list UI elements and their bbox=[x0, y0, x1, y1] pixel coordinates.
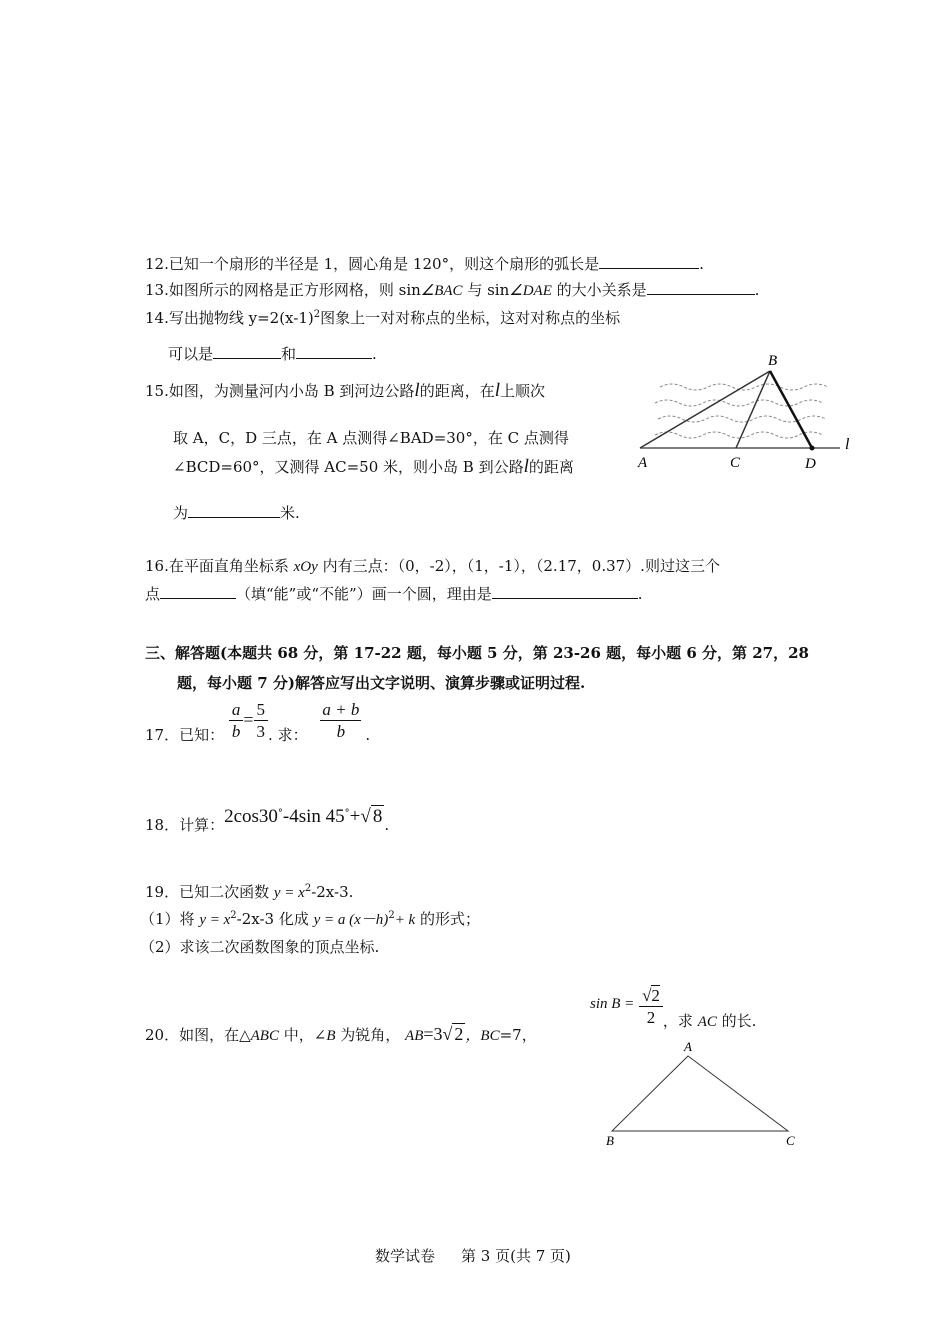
triangle-abc bbox=[612, 1056, 788, 1131]
q15-line1a: 15.如图，为测量河内小岛 B 到河边公路 bbox=[145, 382, 415, 400]
q19-line2d: y = a (x－h) bbox=[313, 912, 389, 928]
q20-end: 的长. bbox=[716, 1011, 757, 1030]
q17-mid: . 求： bbox=[268, 725, 308, 744]
q20-frac-den: 2 bbox=[646, 1008, 656, 1027]
footer-subject: 数学试卷 bbox=[375, 1247, 436, 1265]
q20-rad1: 2 bbox=[454, 1024, 464, 1044]
q19-line2b: y = x bbox=[199, 912, 231, 928]
q20-abc: ABC bbox=[250, 1028, 279, 1044]
q20-tail: ，求 bbox=[662, 1011, 693, 1030]
q15-l-3: l bbox=[523, 456, 529, 477]
q13-angle-bac: ∠BAC bbox=[420, 283, 463, 299]
q15-line4a: 为 bbox=[173, 504, 189, 522]
q17-f2-num: 5 bbox=[254, 700, 269, 721]
section3-line2: 题，每小题 7 分)解答应写出文字说明、演算步骤或证明过程. bbox=[177, 674, 586, 692]
question-12 bbox=[145, 253, 704, 274]
question-14-line1 bbox=[145, 307, 620, 328]
section-3-header-line2 bbox=[177, 672, 585, 693]
q19-line2f: 的形式； bbox=[420, 910, 481, 928]
question-17 bbox=[145, 700, 370, 743]
q20-b: B bbox=[326, 1028, 336, 1044]
label-a: A bbox=[638, 455, 648, 471]
q20-frac-sqrt2-2 bbox=[639, 986, 663, 1029]
q18-expr-b: -4sin 45 bbox=[282, 806, 345, 827]
q19-line1c: -2x-3. bbox=[311, 883, 354, 901]
q18-end: . bbox=[384, 816, 390, 834]
q18-expr-a: 2cos30 bbox=[224, 806, 278, 827]
q20-sinb-label: sin B = bbox=[590, 995, 635, 1012]
q16-blank-1 bbox=[160, 584, 236, 599]
q17-end: . bbox=[365, 725, 371, 744]
q14-line2a: 可以是 bbox=[168, 345, 214, 363]
q17-eq: = bbox=[243, 709, 254, 730]
q20-mid2: 为锐角， bbox=[335, 1026, 401, 1044]
segment-db bbox=[770, 371, 812, 448]
question-19-line1 bbox=[145, 881, 353, 902]
q13-mid: 与 sin bbox=[462, 281, 510, 299]
question-19-line3 bbox=[140, 936, 379, 957]
q12-answer-blank bbox=[599, 254, 699, 269]
question-15-line1 bbox=[145, 380, 545, 402]
q19-line2c: -2x-3 化成 bbox=[236, 910, 309, 928]
q19-line1b: y = x bbox=[273, 885, 305, 901]
q17-f2-den: 3 bbox=[256, 722, 266, 741]
q17-label: 17．已知： bbox=[145, 725, 225, 744]
q13-end: . bbox=[754, 281, 760, 299]
q14-sup: 2 bbox=[313, 309, 321, 320]
q20-eq1: =3 bbox=[423, 1024, 443, 1044]
q20-bc: ，BC bbox=[465, 1028, 500, 1044]
q12-end: . bbox=[699, 255, 704, 273]
q16-xoy: xOy bbox=[293, 559, 318, 575]
q14-blank-2 bbox=[296, 344, 372, 359]
q16-blank-2 bbox=[492, 584, 638, 599]
q19-line2a: （1）将 bbox=[140, 910, 195, 928]
question-14-line2 bbox=[168, 343, 377, 364]
q14-line1b: 图象上一对对称点的坐标，这对对称点的坐标 bbox=[320, 309, 621, 327]
q20-sqrt-2: √ 2 bbox=[442, 1024, 464, 1044]
q17-f3-den: b bbox=[336, 722, 346, 741]
q13-post: 的大小关系是 bbox=[551, 281, 647, 299]
q15-line2: 取 A，C，D 三点，在 A 点测得∠BAD=30°，在 C 点测得 bbox=[173, 429, 569, 447]
q14-line2b: 和 bbox=[281, 345, 297, 363]
q17-f1-den: b bbox=[231, 722, 241, 741]
footer-page: 第 3 页(共 7 页) bbox=[461, 1247, 571, 1265]
label-d: D bbox=[805, 456, 816, 472]
q15-line3a: ∠BCD=60°，又测得 AC=50 米，则小岛 B 到公路 bbox=[173, 458, 524, 476]
page-footer bbox=[375, 1245, 571, 1266]
q14-end: . bbox=[372, 345, 377, 363]
q16-line1b: 内有三点：（0，-2），（1，-1），（2.17，0.37）.则过这三个 bbox=[322, 557, 720, 575]
q16-line2b: （填“能”或“不能”）画一个圆，理由是 bbox=[236, 585, 492, 603]
q19-sup-1: 2 bbox=[304, 883, 312, 894]
q14-blank-1 bbox=[213, 344, 281, 359]
q15-answer-blank bbox=[188, 503, 280, 518]
q18-label: 18．计算： bbox=[145, 816, 225, 834]
segment-ab bbox=[640, 371, 770, 448]
q16-line2a: 点 bbox=[145, 585, 161, 603]
q15-figure bbox=[630, 345, 860, 475]
q19-line2e: + k bbox=[394, 912, 416, 928]
q18-sqrt: √ 8 bbox=[360, 806, 383, 827]
q17-frac-5-3 bbox=[254, 700, 269, 743]
q13-pre: 13.如图所示的网格是正方形网格，则 sin bbox=[145, 281, 421, 299]
question-15-line2 bbox=[173, 427, 569, 448]
q19-line1a: 19．已知二次函数 bbox=[145, 883, 270, 901]
label-b: B bbox=[768, 353, 778, 369]
q18-plus: + bbox=[349, 806, 361, 827]
q18-deg-2: ° bbox=[344, 808, 350, 819]
q13-angle-dae: ∠DAE bbox=[509, 283, 552, 299]
question-16-line1 bbox=[145, 555, 720, 576]
question-15-line3 bbox=[173, 456, 574, 478]
q17-frac-a-b bbox=[229, 700, 244, 743]
section-3-header-line1 bbox=[145, 642, 809, 663]
q16-end: . bbox=[637, 585, 643, 603]
label-c: C bbox=[786, 1133, 795, 1148]
q20-sinb bbox=[590, 986, 756, 1029]
q19-sup-3: 2 bbox=[388, 910, 395, 921]
question-16-line2 bbox=[145, 583, 642, 604]
q20-triangle-figure bbox=[600, 1038, 810, 1153]
q20-label: 20．如图，在△ bbox=[145, 1026, 251, 1044]
question-15-line4 bbox=[173, 502, 300, 523]
q15-line4b: 米. bbox=[280, 504, 300, 522]
q16-line1a: 16.在平面直角坐标系 bbox=[145, 557, 289, 575]
label-a: A bbox=[684, 1039, 692, 1054]
q18-rad: 8 bbox=[372, 806, 383, 827]
q19-sup-2: 2 bbox=[230, 910, 237, 921]
question-20 bbox=[145, 1024, 537, 1045]
label-l: l bbox=[845, 436, 850, 453]
question-13 bbox=[145, 279, 759, 300]
question-19-line2 bbox=[140, 908, 480, 929]
q20-eq2: =7， bbox=[499, 1026, 537, 1044]
label-c: C bbox=[730, 455, 741, 471]
q19-line3: （2）求该二次函数图象的顶点坐标. bbox=[140, 938, 380, 956]
q20-ac: AC bbox=[697, 1013, 717, 1030]
q20-mid1: 中，∠ bbox=[278, 1026, 327, 1044]
q20-frac-num-rad: 2 bbox=[651, 986, 660, 1005]
q20-ab: AB bbox=[405, 1028, 424, 1044]
q15-line1c: 上顺次 bbox=[500, 382, 546, 400]
q15-line3b: 的距离 bbox=[528, 458, 574, 476]
q12-text: 12.已知一个扇形的半径是 1，圆心角是 120°，则这个扇形的弧长是 bbox=[145, 255, 600, 273]
q14-line1: 14.写出抛物线 y=2(x-1) bbox=[145, 309, 314, 327]
label-b: B bbox=[606, 1133, 614, 1148]
point-d bbox=[810, 446, 815, 451]
q20-frac-num: √2 bbox=[639, 986, 663, 1007]
q13-answer-blank bbox=[647, 280, 755, 295]
q17-f3-num: a + b bbox=[322, 700, 360, 719]
q15-l-1: l bbox=[414, 380, 420, 401]
section3-line1: 三、解答题(本题共 68 分，第 17-22 题，每小题 5 分，第 23-26 题，每小题 6 分，第 27，28 bbox=[145, 644, 809, 662]
segment-cb bbox=[736, 371, 770, 448]
q18-deg-1: ° bbox=[277, 808, 283, 819]
q17-frac-ab-b bbox=[320, 700, 361, 743]
question-18 bbox=[145, 806, 390, 834]
q15-l-2: l bbox=[494, 380, 500, 401]
q17-f1-num: a bbox=[229, 700, 244, 721]
q15-line1b: 的距离，在 bbox=[419, 382, 495, 400]
